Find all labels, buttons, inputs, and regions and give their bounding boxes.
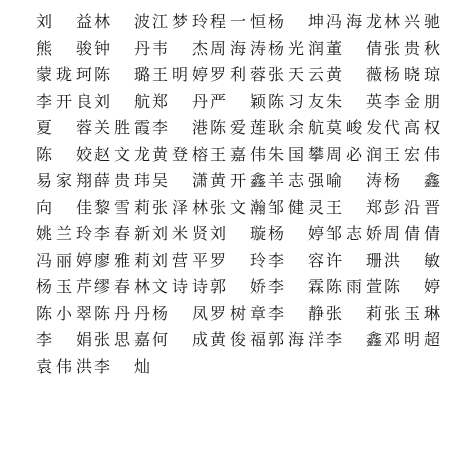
name-entry: 张 玉 琳 <box>384 303 440 323</box>
name-entry: 刘 益 <box>36 12 92 31</box>
name-entry: 周 海 涛 <box>210 38 266 58</box>
name-entry: 蒙 珑 珂 <box>36 65 92 84</box>
name-entry: 邓 明 超 <box>384 330 440 349</box>
name-entry: 洪 敏 <box>384 250 440 270</box>
name-entry: 李 静 <box>268 303 324 323</box>
name-entry: 李 娟 <box>36 330 92 349</box>
name-entry: 羊 志 强 <box>268 171 324 190</box>
name-entry: 张 思 嘉 <box>94 330 150 349</box>
name-entry: 杨 鑫 <box>384 171 440 190</box>
name-entry: 喻 涛 <box>326 171 382 190</box>
name-entry: 吴 潇 <box>152 171 208 190</box>
name-entry: 李 港 <box>152 118 208 137</box>
name-entry: 冯 丽 婷 <box>36 250 92 270</box>
name-entry: 许 珊 <box>326 250 382 270</box>
name-entry: 张 天 云 <box>268 65 324 84</box>
name-entry: 邹 志 娇 <box>326 224 382 243</box>
name-entry: 薛 贵 玮 <box>94 171 150 190</box>
name-entry: 夏 蓉 <box>36 118 92 137</box>
name-entry: 韦 杰 <box>152 38 208 58</box>
name-entry: 姚 兰 玲 <box>36 224 92 243</box>
name-entry: 袁 伟 洪 <box>36 356 92 376</box>
name-entry: 董 倩 <box>326 38 382 58</box>
name-entry: 张 贵 秋 <box>384 38 440 58</box>
name-entry: 李 容 <box>268 250 324 270</box>
name-entry: 严 颖 <box>210 91 266 111</box>
name-entry: 刘 璇 <box>210 224 266 243</box>
name-entry: 陈 姣 <box>36 144 92 164</box>
name-entry: 冯 海 龙 <box>326 12 382 31</box>
name-entry: 陈 小 翠 <box>36 303 92 323</box>
name-entry: 廖 雅 莉 <box>94 250 150 270</box>
name-entry: 陈 璐 <box>94 65 150 84</box>
name-entry: 李 开 良 <box>36 91 92 111</box>
name-entry: 陈 雨 萱 <box>326 277 382 296</box>
name-entry: 黄 开 鑫 <box>210 171 266 190</box>
name-entry: 罗 玲 <box>210 250 266 270</box>
name-entry: 彭 沿 晋 <box>384 197 440 217</box>
name-entry: 黄 登 榕 <box>152 144 208 164</box>
name-entry: 朱 英 <box>326 91 382 111</box>
name-entry: 王 郑 <box>326 197 382 217</box>
name-entry: 杨 玉 芹 <box>36 277 92 296</box>
name-entry: 程 一 恒 <box>210 12 266 31</box>
name-entry: 陈 爱 莲 <box>210 118 266 137</box>
name-entry: 杨 晓 琼 <box>384 65 440 84</box>
name-entry: 李 春 新 <box>94 224 150 243</box>
name-entry: 王 明 婷 <box>152 65 208 84</box>
name-entry: 王 宏 伟 <box>384 144 440 164</box>
name-entry: 林 兴 驰 <box>384 12 440 31</box>
name-entry: 杨 婷 <box>268 224 324 243</box>
name-entry: 郭 海 洋 <box>268 330 324 349</box>
name-entry: 陈 婷 <box>384 277 440 296</box>
name-entry: 黎 雪 莉 <box>94 197 150 217</box>
name-entry: 何 成 <box>152 330 208 349</box>
name-entry: 莫 峻 发 <box>326 118 382 137</box>
name-entry: 张 泽 林 <box>152 197 208 217</box>
name-entry: 林 波 <box>94 12 150 31</box>
name-entry: 李 鑫 <box>326 330 382 349</box>
name-entry: 罗 利 蓉 <box>210 65 266 84</box>
name-entry: 周 必 润 <box>326 144 382 164</box>
name-entry: 熊 骏 <box>36 38 92 58</box>
name-entry: 黄 俊 福 <box>210 330 266 349</box>
name-entry: 钟 丹 <box>94 38 150 58</box>
name-entry: 代 高 权 <box>384 118 440 137</box>
name-entry: 张 文 瀚 <box>210 197 266 217</box>
name-entry: 杨 光 润 <box>268 38 324 58</box>
name-entry: 江 梦 玲 <box>152 12 208 31</box>
name-entry: 缪 春 林 <box>94 277 150 296</box>
name-entry: 赵 文 龙 <box>94 144 150 164</box>
name-entry: 杨 凤 <box>152 303 208 323</box>
name-entry: 杨 坤 <box>268 12 324 31</box>
name-entry: 邹 健 灵 <box>268 197 324 217</box>
name-entry: 陈 习 友 <box>268 91 324 111</box>
name-entry: 陈 丹 丹 <box>94 303 150 323</box>
name-entry: 郑 丹 <box>152 91 208 111</box>
name-entry: 黄 薇 <box>326 65 382 84</box>
name-entry: 耿 余 航 <box>268 118 324 137</box>
name-entry: 刘 米 贤 <box>152 224 208 243</box>
name-entry: 李 霖 <box>268 277 324 296</box>
name-entry: 关 胜 霞 <box>94 118 150 137</box>
name-entry: 王 嘉 伟 <box>210 144 266 164</box>
name-entry: 李 金 朋 <box>384 91 440 111</box>
name-entry: 刘 航 <box>94 91 150 111</box>
name-entry: 李 灿 <box>94 356 150 376</box>
name-entry: 文 诗 诗 <box>152 277 208 296</box>
name-entry: 张 莉 <box>326 303 382 323</box>
name-entry: 罗 树 章 <box>210 303 266 323</box>
name-grid <box>36 9 446 380</box>
name-entry: 向 佳 <box>36 197 92 217</box>
name-entry: 刘 营 平 <box>152 250 208 270</box>
name-entry: 易 家 翔 <box>36 171 92 190</box>
name-entry: 周 倩 倩 <box>384 224 440 243</box>
name-entry: 朱 国 攀 <box>268 144 324 164</box>
name-entry: 郭 娇 <box>210 277 266 296</box>
